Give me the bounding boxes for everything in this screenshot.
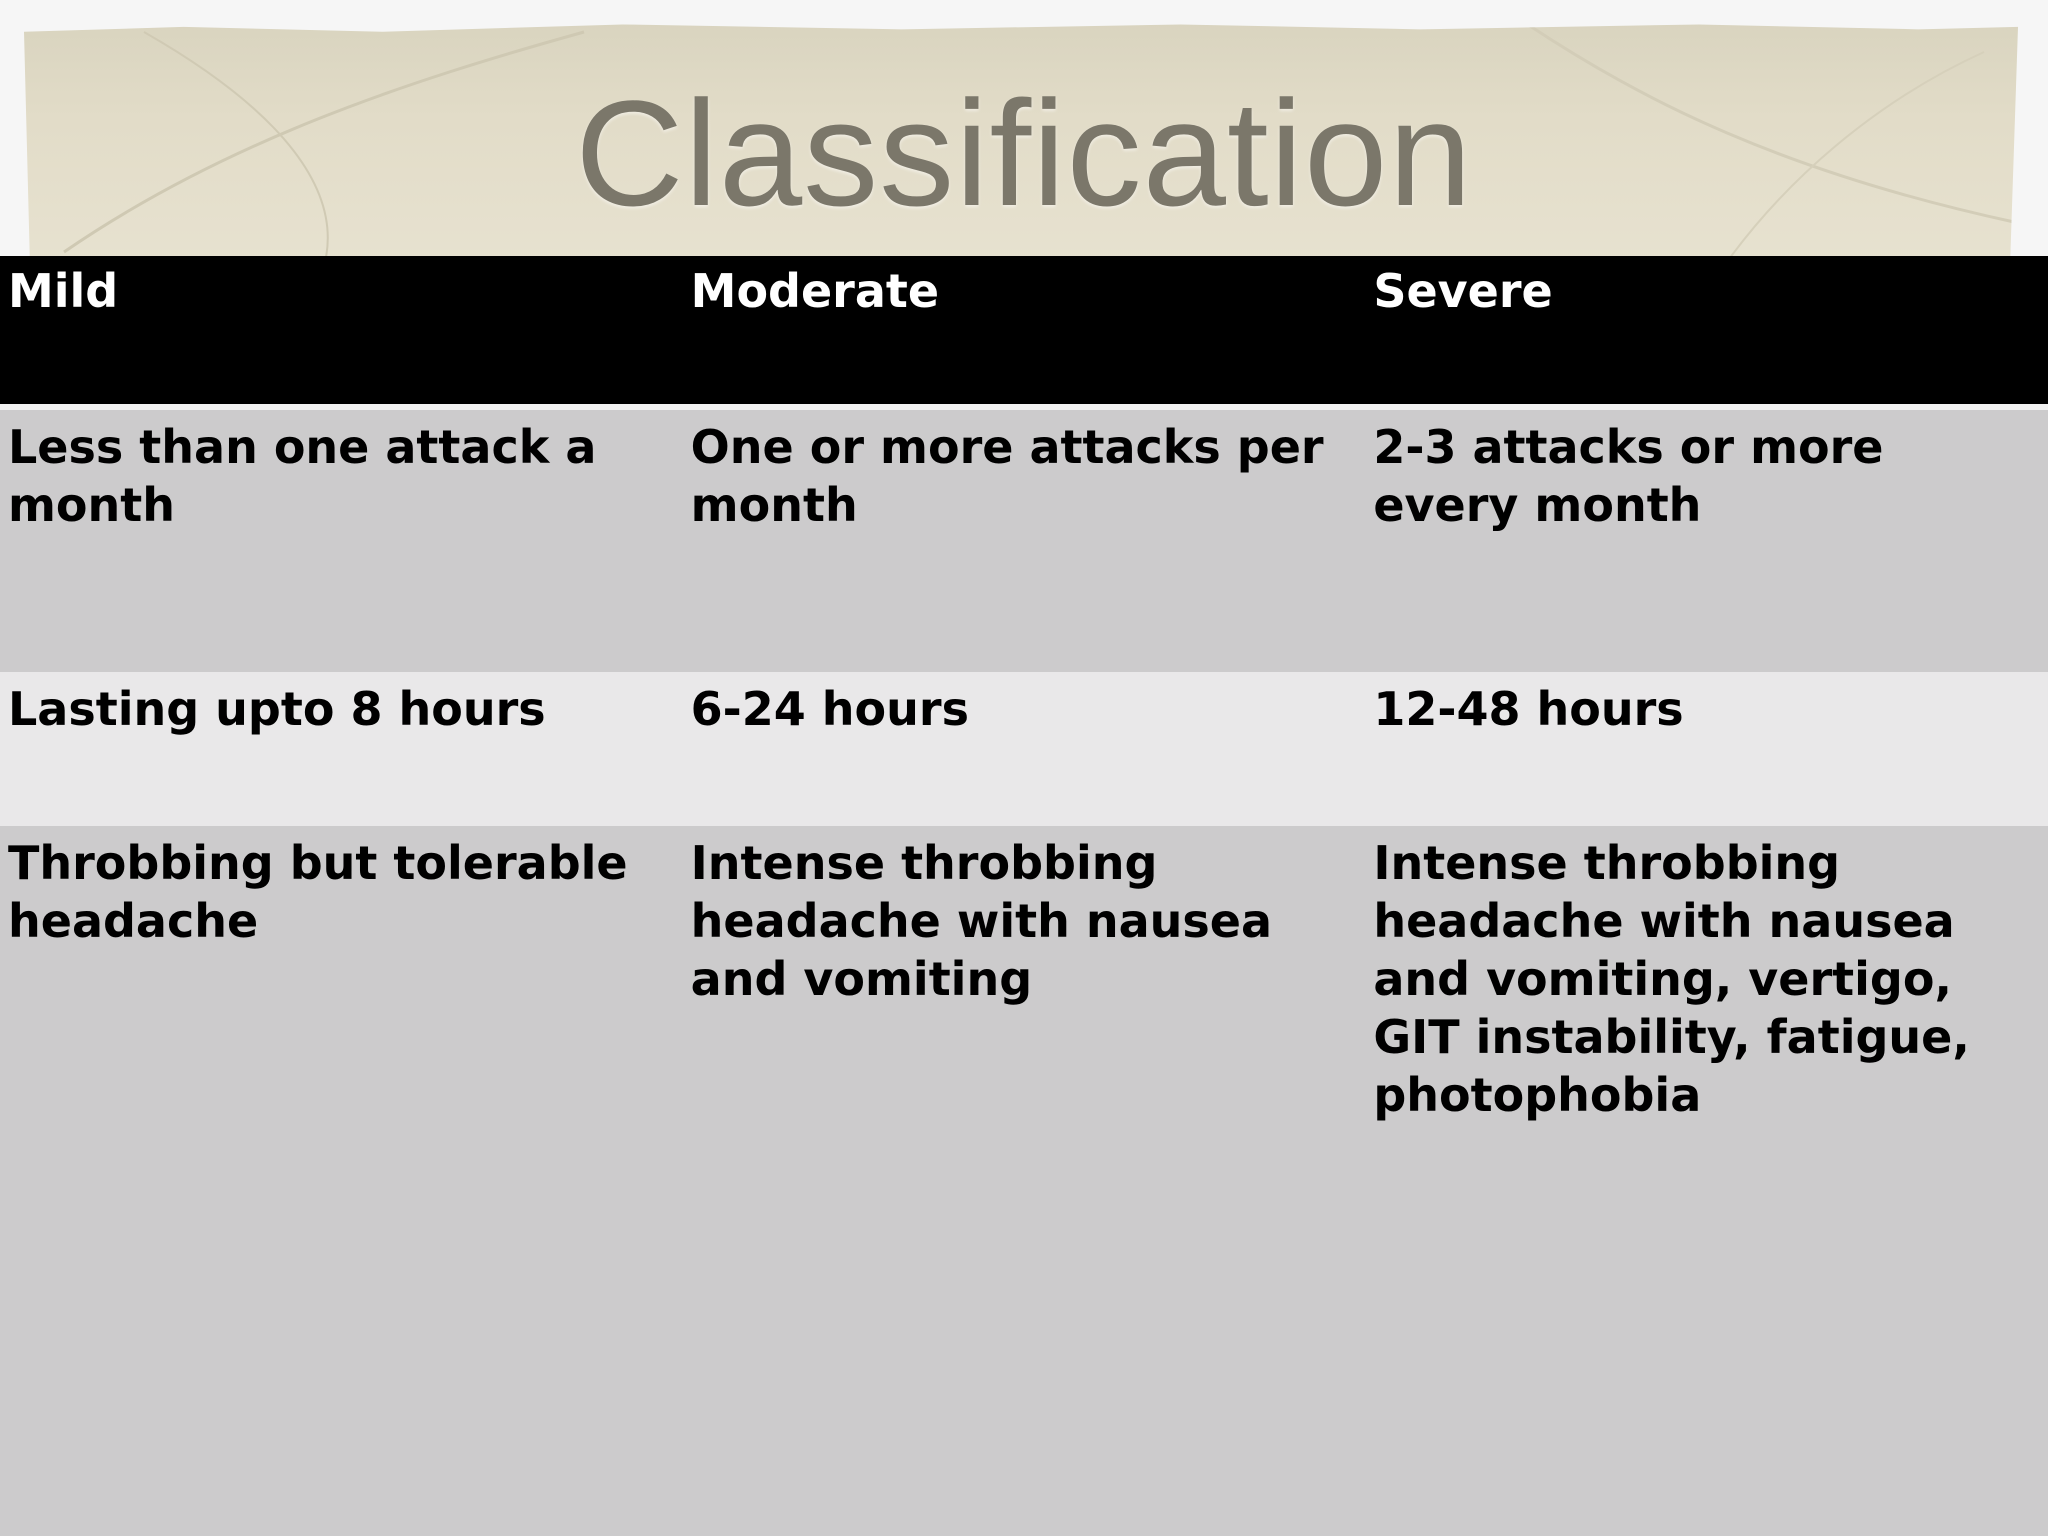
cell-duration-mild: Lasting upto 8 hours <box>8 682 546 736</box>
table-row <box>0 410 2048 672</box>
table-row <box>0 672 2048 826</box>
header-moderate: Moderate <box>690 264 940 318</box>
cell-duration-moderate: 6-24 hours <box>690 682 969 736</box>
table-header-row <box>0 256 2048 404</box>
cell-symptoms-moderate: Intense throbbing headache with nausea and vomiting <box>690 836 1273 1006</box>
cell-symptoms-mild: Throbbing but tolerable headache <box>8 836 628 948</box>
header-severe: Severe <box>1373 264 1553 318</box>
cell-frequency-moderate: One or more attacks per month <box>690 420 1324 532</box>
header-mild: Mild <box>8 264 119 318</box>
page-title: Classification <box>575 69 1473 237</box>
cell-frequency-mild: Less than one attack a month <box>8 420 597 532</box>
cell-duration-severe: 12-48 hours <box>1373 682 1684 736</box>
cell-symptoms-severe: Intense throbbing headache with nausea and vomiting, vertigo, GIT instability, fatigue, photophobia <box>1373 836 1970 1122</box>
table-row <box>0 826 2048 1536</box>
cell-frequency-severe: 2-3 attacks or more every month <box>1373 420 1884 532</box>
classification-table <box>0 256 2048 1536</box>
